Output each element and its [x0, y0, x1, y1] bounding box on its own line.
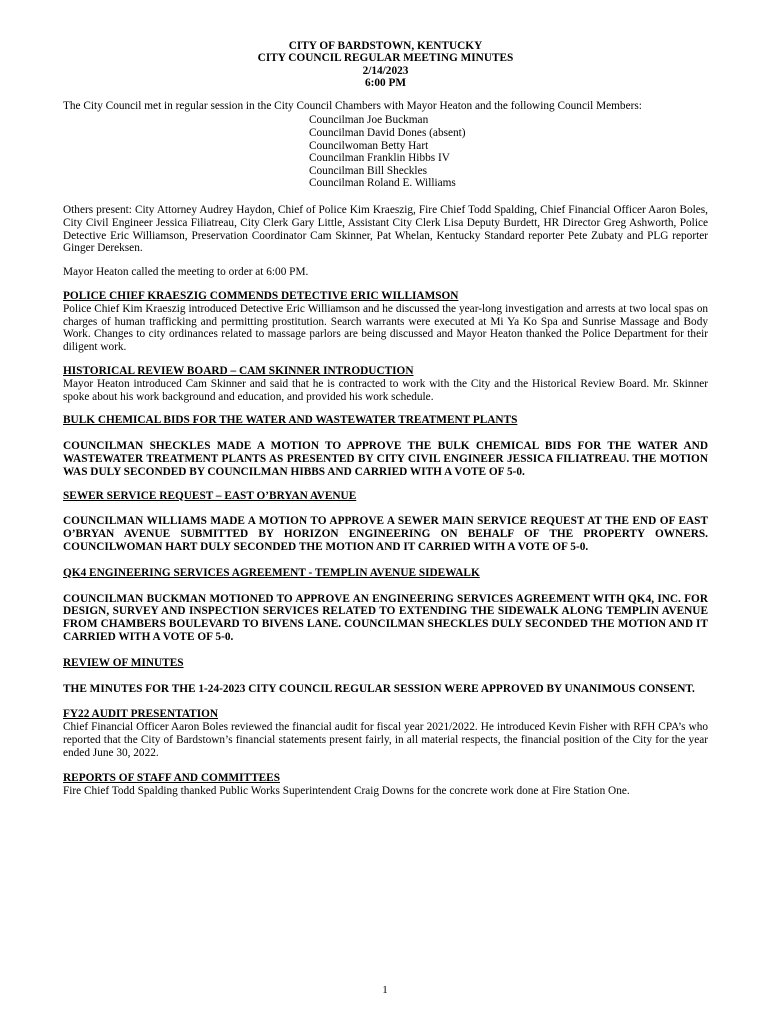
motion-text: COUNCILMAN BUCKMAN MOTIONED TO APPROVE AN ENGINEERING SERVICES AGREEMENT WITH QK4, INC. FOR DESIGN, SURVEY AND INSPECTION SERVICES RELATED TO EXTENDING THE SIDEWALK ALONG TEMPLIN AVENUE FROM CHAMBERS BOULEVARD TO BIVENS LANE. COUNCILMAN SHECKLES DULY SECONDED THE MOTION AND IT CARRIED WITH A VOTE OF 5-0.	[63, 592, 708, 643]
header-title: CITY COUNCIL REGULAR MEETING MINUTES	[257, 52, 514, 65]
section-sewer	[63, 490, 708, 554]
header-date: 2/14/2023	[362, 64, 409, 77]
section-title: REVIEW OF MINUTES	[63, 656, 184, 669]
page-number: 1	[382, 984, 388, 996]
motion-text: THE MINUTES FOR THE 1-24-2023 CITY COUNCIL REGULAR SESSION WERE APPROVED BY UNANIMOUS CONSENT.	[63, 682, 695, 695]
document-header	[63, 40, 708, 90]
member-item: Councilman Bill Sheckles	[309, 164, 427, 177]
header-time: 6:00 PM	[364, 77, 407, 90]
member-item: Councilman Joe Buckman	[309, 114, 429, 127]
section-body: Police Chief Kim Kraeszig introduced Detective Eric Williamson and he discussed the year-long investigation and arrests at two local spas on charges of human trafficking and permitting prostitution. Search warrants were executed at Mi Ya Ko Spa and Sunrise Massage and Body Work. Changes to city ordinances related to massage parlors are being discussed and Mayor Heaton thanked the Police Department for their diligent work.	[63, 302, 708, 354]
section-title: REPORTS OF STAFF AND COMMITTEES	[63, 772, 280, 785]
section-minutes	[63, 657, 708, 696]
section-title: QK4 ENGINEERING SERVICES AGREEMENT - TEMPLIN AVENUE SIDEWALK	[63, 566, 480, 579]
member-item: Councilman Roland E. Williams	[309, 177, 456, 190]
council-members-list	[309, 114, 708, 190]
section-title: FY22 AUDIT PRESENTATION	[63, 708, 219, 721]
section-title: HISTORICAL REVIEW BOARD – CAM SKINNER INTRODUCTION	[63, 364, 414, 377]
others-present-paragraph: Others present: City Attorney Audrey Haydon, Chief of Police Kim Kraeszig, Fire Chief Todd Spalding, Chief Financial Officer Aaron Boles, City Civil Engineer Jessica Filiatreau, City Clerk Gary Little, Assistant City Clerk Lisa Deputy Burdett, HR Director Greg Ashworth, Police Detective Eric Williamson, Preservation Coordinator Cam Skinner, Pat Whelan, Kentucky Standard reporter Pete Zubaty and PLG reporter Ginger Dereksen.	[63, 203, 708, 255]
header-city: CITY OF BARDSTOWN, KENTUCKY	[288, 40, 483, 52]
section-reports	[63, 772, 708, 798]
section-audit	[63, 708, 708, 759]
member-item: Councilman Franklin Hibbs IV	[309, 152, 450, 165]
section-title: SEWER SERVICE REQUEST – EAST O’BRYAN AVENUE	[63, 489, 357, 502]
motion-text: COUNCILMAN SHECKLES MADE A MOTION TO APPROVE THE BULK CHEMICAL BIDS FOR THE WATER AND WASTEWATER TREATMENT PLANTS AS PRESENTED BY CITY CIVIL ENGINEER JESSICA FILIATREAU. THE MOTION WAS DULY SECONDED BY COUNCILMAN HIBBS AND CARRIED WITH A VOTE OF 5-0.	[63, 440, 708, 478]
motion-text: COUNCILMAN WILLIAMS MADE A MOTION TO APPROVE A SEWER MAIN SERVICE REQUEST AT THE END OF EAST O’BRYAN AVENUE SUBMITTED BY HORIZON ENGINEERING ON BEHALF OF THE PROPERTY OWNERS. COUNCILWOMAN HART DULY SECONDED THE MOTION AND IT CARRIED WITH A VOTE OF 5-0.	[63, 515, 708, 553]
section-title: BULK CHEMICAL BIDS FOR THE WATER AND WASTEWATER TREATMENT PLANTS	[63, 414, 518, 427]
section-body: Mayor Heaton introduced Cam Skinner and said that he is contracted to work with the City and the Historical Review Board. Mr. Skinner spoke about his work background and education, and provided his work schedule.	[63, 377, 708, 403]
section-chemical	[63, 414, 708, 478]
call-to-order: Mayor Heaton called the meeting to order at 6:00 PM.	[63, 266, 309, 279]
member-item: Councilwoman Betty Hart	[309, 139, 429, 152]
section-historical	[63, 365, 708, 403]
minutes-page	[63, 40, 708, 809]
member-item: Councilman David Dones (absent)	[309, 127, 466, 140]
section-body: Fire Chief Todd Spalding thanked Public Works Superintendent Craig Downs for the concrete work done at Fire Station One.	[63, 785, 630, 798]
intro-paragraph: The City Council met in regular session in the City Council Chambers with Mayor Heaton and the following Council Members:	[63, 99, 642, 112]
section-title: POLICE CHIEF KRAESZIG COMMENDS DETECTIVE ERIC WILLIAMSON	[63, 289, 459, 302]
section-qk4	[63, 567, 708, 644]
section-body: Chief Financial Officer Aaron Boles reviewed the financial audit for fiscal year 2021/2022. He introduced Kevin Fisher with RFH CPA’s who reported that the City of Bardstown’s financial statements present fairly, in all material respects, the financial position of the City for the year ended June 30, 2022.	[63, 721, 708, 759]
section-police	[63, 290, 708, 354]
